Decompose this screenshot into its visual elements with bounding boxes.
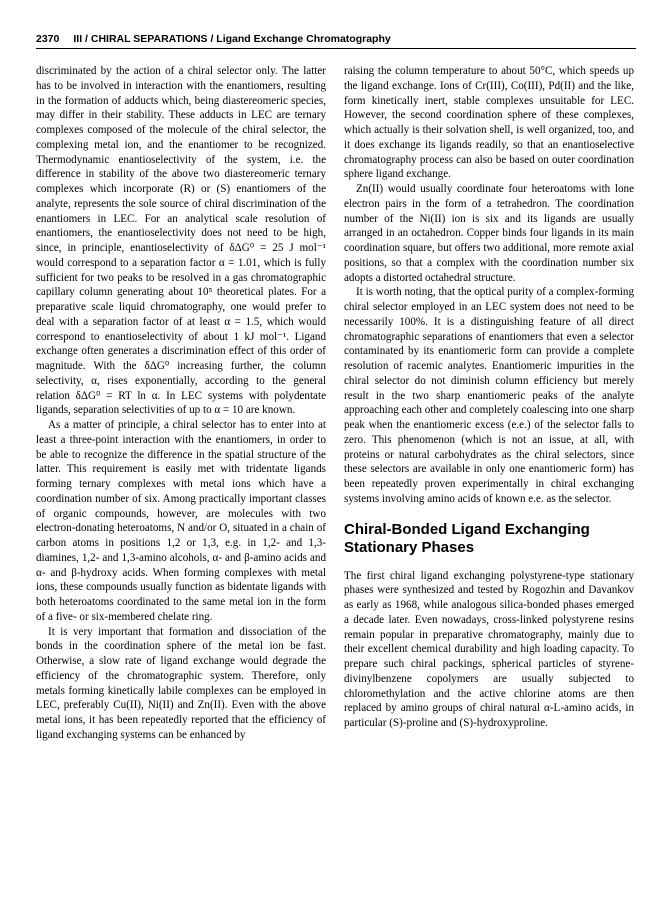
running-header	[36, 33, 636, 45]
section-heading: Chiral-Bonded Ligand Exchanging Stationary Phases	[344, 520, 590, 556]
paragraph: Zn(II) would usually coordinate four heteroatoms with lone electron pairs in the form of a tetrahedron. The coordination number of the Ni(II) ion is six and its ligands are usually arranged in an octahedron. Copper binds four ligands in its main coordination square, but offers two additional, more remote axial positions, so that a complex with the coordination number six adopts a distorted octahedral structure.	[344, 183, 634, 284]
paragraph: raising the column temperature to about 50°C, which speeds up the ligand exchange. Ions of Cr(III), Co(III), Pd(II) and the like, form kinetically inert, stable complexes unsuitable for LEC. However, the second coordination sphere of these complexes, which actually is their solvation shell, is well organized, too, and it does exchange its ligands readily, so that an enantioselective chromatography process can also be based on outer coordination sphere ligand exchange.	[344, 65, 634, 181]
paragraph: As a matter of principle, a chiral selector has to enter into at least a three-point interaction with the enantiomers, in order to be able to recognize the difference in the spatial structure of the latter. This requirement is easily met with tridentate ligands forming ternary complexes with metal ions which have a coordination number of six. Among practically important classes of organic compounds, however, are molecules with two electron-donating heteroatoms, N and/or O, situated in a chain of carbon atoms in positions 1,2 or 1,3, e.g. in 1,2- and 1,3-diamines, 1,2- and 1,3-amino alcohols, α- and β-amino acids and α- and β-hydroxy acids. When forming complexes with metal ions, these compounds usually function as bidentate ligands with both heteroatoms coordinated to the same metal ion in the form of a five- or six-membered chelate ring.	[36, 419, 326, 623]
right-column	[344, 64, 634, 731]
running-title: III / CHIRAL SEPARATIONS / Ligand Exchange Chromatography	[73, 33, 391, 45]
page-number: 2370	[36, 33, 60, 45]
left-column	[36, 64, 326, 743]
paragraph: discriminated by the action of a chiral selector only. The latter has to be involved in interaction with the enantiomers, resulting in the formation of adducts which, being diastereomeric species, may differ in their stability. These adducts in LEC are ternary complexes composed of the molecule of the chiral selector, the complexing metal ion, and the enantiomer to be recognized. Thermodynamic enantioselectivity of the system, i.e. the difference in stability of the above two diastereomeric ternary complexes which incorporate (R) or (S) enantiomers of the analyte, represents the sole source of chiral discrimination of the enantiomers in LEC. For an analytical scale resolution of enantiomers, the enantioselectivity does not need to be high, since, in principle, enantioselectivity of δΔG⁰ = 25 J mol⁻¹ would correspond to a separation factor α = 1.01, which is fully sufficient for two peaks to be resolved in a gas chromatographic capillary column generating about 10⁵ theoretical plates. For a preparative scale liquid chromatography, one would prefer to deal with a separation factor of at least α = 1.5, which would correspond to enantioselectivity of about 1 kJ mol⁻¹. Ligand exchange often generates a discrimination effect of this order of magnitude. With the δΔG⁰ increasing further, the column selectivity, α, rises exponentially, according to the general relation δΔG⁰ = RT ln α. In LEC systems with polydentate ligands, separation selectivities of up to α = 10 are known.	[36, 65, 326, 417]
paragraph: It is very important that formation and dissociation of the bonds in the coordination sphere of the metal ion be fast. Otherwise, a slow rate of ligand exchange would degrade the efficiency of the chromatographic system. Therefore, only metals forming kinetically labile complexes can be employed in LEC, preferably Cu(II), Ni(II) and Zn(II). Even with the above metal ions, it has been repeatedly reported that the efficiency of ligand exchanging systems can be enhanced by	[36, 625, 326, 741]
paragraph: It is worth noting, that the optical purity of a complex-forming chiral selector employed in an LEC system does not need to be necessarily 100%. It is a distinguishing feature of all direct chromatographic separations of enantiomers that even a selector contaminated by its enantiomeric form can provide a complete resolution of racemic analytes. Enantiomeric impurities in the chiral selector do not diminish column efficiency but merely result in the two sharp enantiomeric peaks of the analyte approaching each other and completely coalescing into one sharp peak when the enantiomeric excess (e.e.) of the selector falls to zero. This phenomenon (which is not an issue, at all, with proteins or natural carbohydrates as the chiral selectors, since these selectors are available in only one enantiomeric form) has been repeatedly proven experimentally in chiral exchanging systems involving amino acids of known e.e. as the selector.	[344, 286, 634, 505]
paragraph: The first chiral ligand exchanging polystyrene-type stationary phases were synthesized and tested by Rogozhin and Davankov as early as 1968, while analogous silica-bonded phases emerged a decade later. Even nowadays, cross-linked polystyrene resins remain popular in preparative chromatography, mainly due to their excellent chemical durability and high loading capacity. To prepare such chiral packings, spherical particles of styrene-divinylbenzene copolymers are usually subjected to chloromethylation and the active chlorine atoms are then replaced by amino groups of chiral natural α-L-amino acids, in particular (S)-proline and (S)-hydroxyproline.	[344, 569, 634, 729]
header-rule	[36, 48, 636, 49]
